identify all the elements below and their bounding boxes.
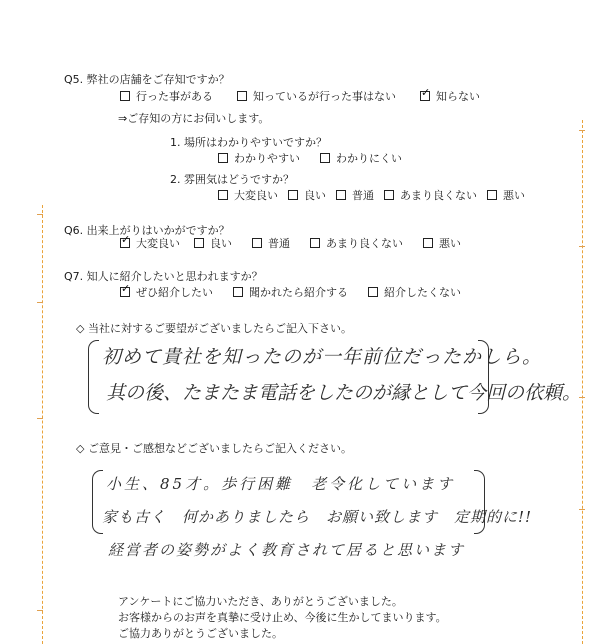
sub1-option-label: わかりやすい (234, 152, 300, 165)
q5-option[interactable] (237, 88, 396, 104)
sub2-option-label: 大変良い (234, 189, 278, 202)
q5-option-label: 知っているが行った事はない (253, 90, 396, 103)
q5-checkbox-3[interactable] (420, 91, 430, 101)
sub2-checkbox-5[interactable] (487, 190, 497, 200)
sub2-option[interactable] (218, 187, 278, 203)
opinion-heading: ◇ ご意見・ご感想などございましたらご記入ください。 (76, 442, 352, 455)
q7-checkbox-1[interactable] (120, 287, 130, 297)
opinion-answer-line-1: 小生、85才。歩行困難 老令化しています (106, 475, 456, 493)
sub2-checkbox-3[interactable] (336, 190, 346, 200)
q7-options (120, 284, 461, 300)
sub2-option[interactable] (336, 187, 374, 203)
sub2-option-label: 悪い (503, 189, 525, 202)
q5-sub2-question: 2. 雰囲気はどうですか？ (170, 173, 294, 186)
right-margin-tick (579, 509, 585, 510)
q6-checkbox-4[interactable] (310, 238, 320, 248)
q6-checkbox-2[interactable] (194, 238, 204, 248)
q6-option-label: 良い (210, 237, 232, 250)
q5-checkbox-2[interactable] (237, 91, 247, 101)
sub2-option[interactable] (288, 187, 326, 203)
request-answer-line-2: 其の後、たまたま電話をしたのが縁として今回の依頼。 (106, 382, 582, 404)
q6-option[interactable] (194, 235, 232, 251)
q5-option-label: 行った事がある (136, 90, 213, 103)
q6-option[interactable] (310, 235, 403, 251)
sub2-option-label: あまり良くない (400, 189, 477, 202)
q7-question: Q7. 知人に紹介したいと思われますか？ (64, 270, 263, 283)
q5-option[interactable] (120, 88, 213, 104)
q7-checkbox-2[interactable] (233, 287, 243, 297)
q7-option-label: 聞かれたら紹介する (249, 286, 348, 299)
q6-checkbox-1[interactable] (120, 238, 130, 248)
request-heading: ◇ 当社に対するご要望がございましたらご記入下さい。 (76, 322, 352, 335)
closing-line-1: アンケートにご協力いただき、ありがとうございました。 (118, 595, 403, 608)
q6-checkbox-3[interactable] (252, 238, 262, 248)
left-margin-line (42, 205, 43, 644)
q5-followup-intro: ⇒ご存知の方にお伺いします。 (118, 112, 270, 125)
sub2-checkbox-4[interactable] (384, 190, 394, 200)
q6-option[interactable] (252, 235, 290, 251)
sub2-option-label: 普通 (352, 189, 374, 202)
q5-options (120, 88, 494, 104)
sub2-checkbox-2[interactable] (288, 190, 298, 200)
closing-line-2: お客様からのお声を真摯に受け止め、今後に生かしてまいります。 (118, 611, 447, 624)
left-margin-tick (37, 610, 43, 611)
closing-line-3: ご協力ありがとうございました。 (118, 627, 283, 640)
q6-question: Q6. 出来上がりはいかがですか？ (64, 224, 230, 237)
q5-sub1-question: 1. 場所はわかりやすいですか？ (170, 136, 327, 149)
sub2-option-label: 良い (304, 189, 326, 202)
q6-option-label: あまり良くない (326, 237, 403, 250)
q7-checkbox-3[interactable] (368, 287, 378, 297)
left-margin-tick (37, 418, 43, 419)
left-margin-tick (37, 302, 43, 303)
opinion-answer-line-2: 家も古く 何かありましたら お願い致します 定期的に!! (102, 508, 533, 526)
sub1-option-label: わかりにくい (336, 152, 402, 165)
q7-option-label: 紹介したくない (384, 286, 461, 299)
right-margin-tick (579, 130, 585, 131)
opinion-answer-line-3: 経営者の姿勢がよく教育されて居ると思います (108, 541, 466, 559)
left-margin-tick (37, 214, 43, 215)
q6-options (120, 235, 461, 251)
q6-option-label: 普通 (268, 237, 290, 250)
q7-option[interactable] (233, 284, 348, 300)
sub1-option[interactable] (320, 150, 402, 166)
q5-question: Q5. 弊社の店舗をご存知ですか？ (64, 73, 230, 86)
right-margin-line (582, 120, 583, 644)
q5-sub1-options (218, 150, 416, 166)
q7-option-label: ぜひ紹介したい (136, 286, 213, 299)
sub2-option[interactable] (487, 187, 525, 203)
q6-option[interactable] (120, 235, 180, 251)
q7-option[interactable] (368, 284, 461, 300)
q6-option-label: 大変良い (136, 237, 180, 250)
q6-option-label: 悪い (439, 237, 461, 250)
q5-sub2-options (218, 187, 525, 203)
sub1-checkbox-2[interactable] (320, 153, 330, 163)
q5-checkbox-1[interactable] (120, 91, 130, 101)
q7-option[interactable] (120, 284, 213, 300)
q5-option[interactable] (420, 88, 480, 104)
request-answer-bracket-left (88, 340, 99, 414)
q5-option-label: 知らない (436, 90, 480, 103)
sub1-option[interactable] (218, 150, 300, 166)
right-margin-tick (579, 246, 585, 247)
q6-checkbox-5[interactable] (423, 238, 433, 248)
request-answer-line-1: 初めて貴社を知ったのが一年前位だったかしら。 (102, 346, 543, 368)
sub2-option[interactable] (384, 187, 477, 203)
sub1-checkbox-1[interactable] (218, 153, 228, 163)
q6-option[interactable] (423, 235, 461, 251)
sub2-checkbox-1[interactable] (218, 190, 228, 200)
